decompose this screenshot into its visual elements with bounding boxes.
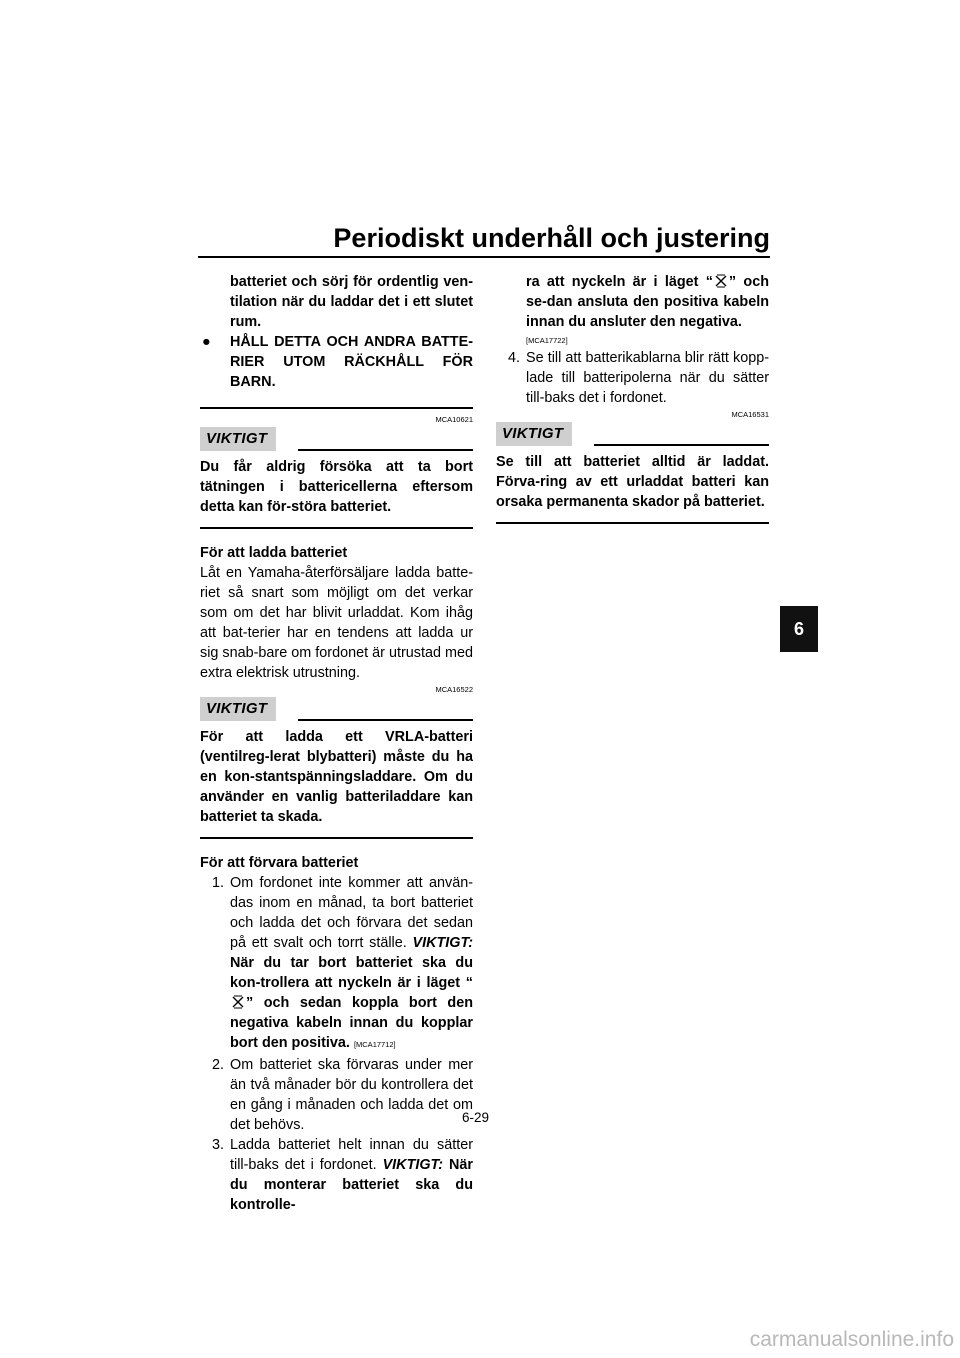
notice-header (200, 697, 473, 721)
inline-code: [MCA17722] (526, 336, 568, 345)
list-number: 1. (211, 875, 224, 891)
list-item (200, 873, 473, 1055)
notice-label: VIKTIGT (200, 427, 276, 451)
key-off-icon (230, 995, 246, 1009)
key-off-icon (713, 274, 729, 288)
inline-code: [MCA17712] (353, 1040, 396, 1049)
notice-code: MCA10621 (435, 415, 473, 424)
list-number: 3. (211, 1137, 224, 1153)
notice-rule (298, 449, 473, 451)
notice-header (200, 427, 473, 451)
charge-paragraph: Låt en Yamaha-återförsäljare ladda batte-riet så snart som möjligt om det verkar som om det har blivit urladdat. Kom ihåg att bat-terier har en tendens att ladda ur sig snab-bare om fordonet är utrustad med extra elektrisk utrustning. (200, 565, 473, 681)
header-rule (198, 256, 770, 258)
notice-bottom-rule (200, 837, 473, 839)
list-item (200, 1055, 473, 1135)
notice-rule (594, 444, 769, 446)
list-number: 4. (507, 350, 520, 366)
page-title: Periodiskt underhåll och justering (333, 223, 770, 253)
list-number: 2. (211, 1057, 224, 1073)
list-item (200, 1135, 473, 1215)
list-text: Ladda batteriet helt innan du sätter till-baks det i fordonet. VIKTIGT: När du monterar batteriet ska du kontrolle- (230, 1137, 474, 1213)
right-column (496, 272, 769, 524)
notice-label: VIKTIGT (496, 422, 572, 446)
list-text: Om fordonet inte kommer att använ-das inom en månad, ta bort batteriet och ladda det och förvara det sedan på ett svalt och torrt ställe. VIKTIGT: När du tar bort batteriet ska du kon-trollera att nyckeln är i läget “” och sedan koppla bort den negativa kabeln innan du kopplar bort den positiva. [MCA17712] (230, 875, 474, 1051)
notice-text: För att ladda ett VRLA-batteri (ventilreg-lerat blybatteri) måste du ha en kon-stantspänningsladdare. Om du använder en vanlig batteriladdare kan batteriet ta skada. (200, 729, 473, 825)
chapter-tab[interactable]: 6 (780, 606, 818, 652)
notice-label: VIKTIGT (200, 697, 276, 721)
list-text: Se till att batterikablarna blir rätt kopp-lade till batteripolerna när du sätter till-baks det i fordonet. (526, 350, 769, 406)
bullet-text: HÅLL DETTA OCH ANDRA BATTE-RIER UTOM RÄCKHÅLL FÖR BARN. (230, 334, 473, 390)
notice-rule (298, 719, 473, 721)
notice-code: MCA16522 (435, 685, 473, 694)
notice-bottom-rule (200, 527, 473, 529)
notice-text: Du får aldrig försöka att ta bort tätningen i battericellerna eftersom detta kan för-störa batteriet. (200, 459, 473, 515)
notice-header (496, 422, 769, 446)
warning-label: VIKTIGT: (382, 1157, 444, 1173)
warning-continuation: ra att nyckeln är i läget “ ” och se-dan ansluta den positiva kabeln innan du ansluter den negativa. (526, 274, 769, 330)
page-number: 6-29 (462, 1110, 490, 1125)
notice-code: MCA16531 (731, 410, 769, 419)
list-item (496, 348, 769, 408)
notice-bottom-rule (496, 522, 769, 524)
notice-top-rule (200, 407, 473, 409)
section-title-store: För att förvara batteriet (200, 855, 359, 871)
notice-text: Se till att batteriet alltid är laddat. Förva-ring av ett urladdat batteri kan orsaka permanenta skador på batteriet. (496, 454, 769, 510)
watermark[interactable]: carmanualsonline.info (749, 1328, 954, 1351)
left-column (200, 272, 473, 1215)
warning-label: VIKTIGT: (412, 935, 474, 951)
bullet-icon: ● (202, 334, 211, 350)
intro-continuation: batteriet och sörj för ordentlig ven-tilation när du laddar det i ett slutet rum. (230, 274, 473, 330)
section-title-charge: För att ladda batteriet (200, 545, 348, 561)
list-text: Om batteriet ska förvaras under mer än två månader bör du kontrollera det en gång i månaden och ladda det om det behövs. (230, 1057, 473, 1133)
bullet-item (200, 332, 473, 392)
